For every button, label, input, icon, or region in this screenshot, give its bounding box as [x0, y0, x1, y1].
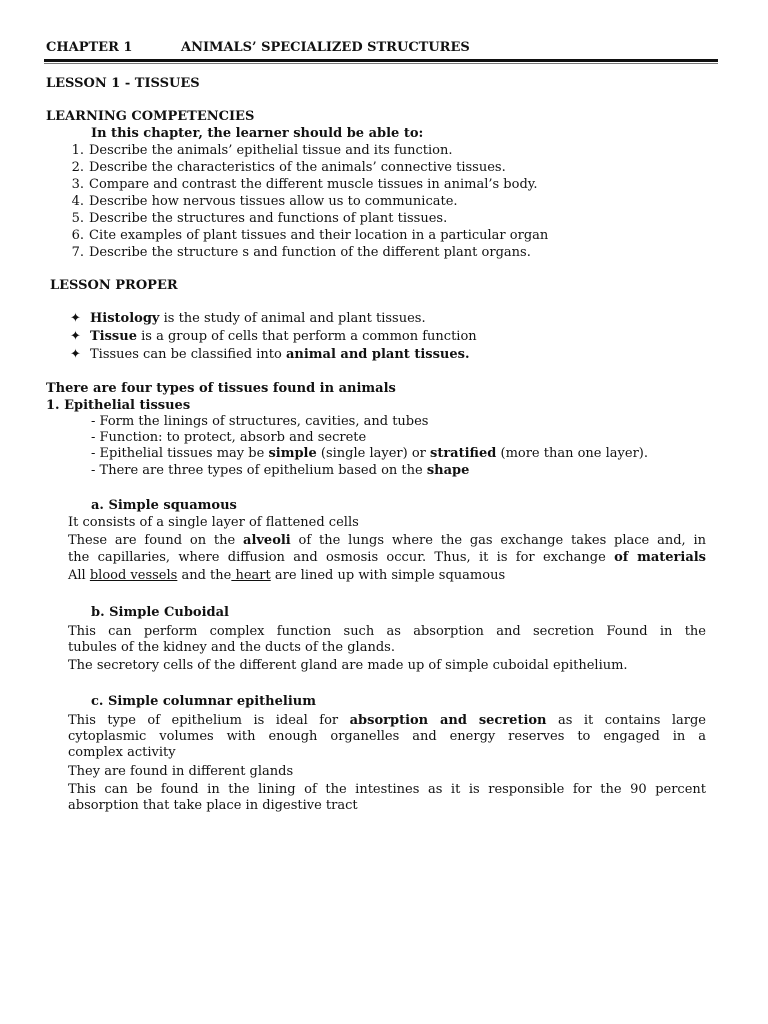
- chapter-label: CHAPTER 1: [46, 40, 133, 55]
- competencies-intro: In this chapter, the learner should be able to:: [91, 126, 424, 141]
- columnar-line: absorption that take place in digestive tract: [68, 798, 358, 813]
- lesson-title: LESSON 1 - TISSUES: [46, 76, 200, 91]
- columnar-line: This type of epithelium is ideal for absorption and secretion as it contains large: [68, 713, 706, 728]
- competency-item: 1. Describe the animals’ epithelial tissue and its function.: [71, 143, 453, 158]
- bullet-item: ✦ Tissue is a group of cells that perform a common function: [70, 329, 477, 344]
- four-point-star-icon: ✦: [70, 311, 81, 326]
- squamous-line: It consists of a single layer of flattened cells: [68, 515, 359, 530]
- epithelial-point: - There are three types of epithelium based on the shape: [91, 463, 470, 478]
- lesson-proper-heading: LESSON PROPER: [50, 278, 178, 293]
- chapter-title: ANIMALS’ SPECIALIZED STRUCTURES: [181, 40, 470, 55]
- header-rule-thin: [44, 63, 718, 64]
- competency-item: 6. Cite examples of plant tissues and their location in a particular organ: [71, 228, 549, 243]
- cuboidal-heading: b. Simple Cuboidal: [91, 605, 229, 620]
- competency-item: 4. Describe how nervous tissues allow us to communicate.: [71, 194, 458, 209]
- columnar-line: complex activity: [68, 745, 176, 760]
- four-point-star-icon: ✦: [70, 347, 81, 362]
- four-types-heading: There are four types of tissues found in animals: [46, 381, 396, 396]
- competency-item: 7. Describe the structure s and function of the different plant organs.: [71, 245, 531, 260]
- header-rule: [44, 59, 718, 62]
- epithelial-point: - Function: to protect, absorb and secrete: [91, 430, 367, 445]
- competency-item: 3. Compare and contrast the different muscle tissues in animal’s body.: [71, 177, 538, 192]
- squamous-heading: a. Simple squamous: [91, 498, 237, 513]
- columnar-line: They are found in different glands: [68, 764, 294, 779]
- squamous-line: All blood vessels and the heart are lined up with simple squamous: [68, 568, 506, 583]
- epithelial-point: - Epithelial tissues may be simple (single layer) or stratified (more than one layer).: [91, 446, 648, 461]
- columnar-heading: c. Simple columnar epithelium: [91, 694, 316, 709]
- competency-item: 2. Describe the characteristics of the animals’ connective tissues.: [71, 160, 506, 175]
- squamous-line: the capillaries, where diffusion and osmosis occur. Thus, it is for exchange of materials: [68, 550, 707, 565]
- bullet-item: ✦ Tissues can be classified into animal and plant tissues.: [70, 347, 470, 362]
- epithelial-heading: 1. Epithelial tissues: [46, 398, 191, 413]
- bullet-item: ✦ Histology is the study of animal and plant tissues.: [70, 311, 426, 326]
- cuboidal-line: This can perform complex function such as absorption and secretion Found in the: [68, 624, 706, 639]
- cuboidal-line: The secretory cells of the different gland are made up of simple cuboidal epithelium.: [68, 658, 628, 673]
- columnar-line: This can be found in the lining of the intestines as it is responsible for the 90 percent: [68, 782, 706, 797]
- epithelial-point: - Form the linings of structures, cavities, and tubes: [91, 414, 429, 429]
- cuboidal-line: tubules of the kidney and the ducts of the glands.: [68, 640, 395, 655]
- four-point-star-icon: ✦: [70, 329, 81, 344]
- squamous-line: These are found on the alveoli of the lungs where the gas exchange takes place and, in: [68, 533, 706, 548]
- competencies-heading: LEARNING COMPETENCIES: [46, 109, 255, 124]
- columnar-line: cytoplasmic volumes with enough organelles and energy reserves to engaged in a: [68, 729, 706, 744]
- competency-item: 5. Describe the structures and functions of plant tissues.: [71, 211, 448, 226]
